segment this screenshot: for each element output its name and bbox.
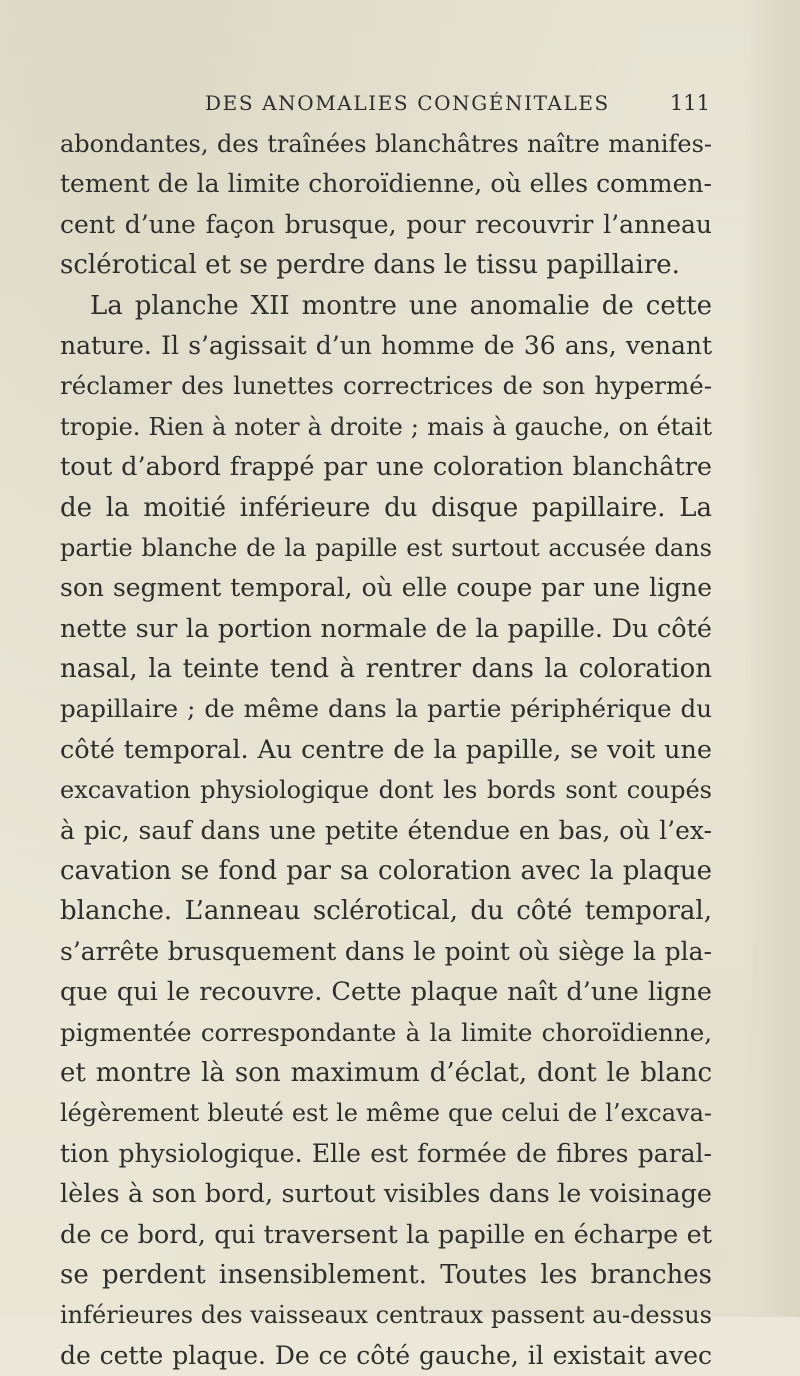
text-line: tropie. Rien à noter à droite ; mais à gauche, on était [60,412,712,441]
text-line: blanche. L’anneau sclérotical, du côté temporal, [60,896,712,927]
text-line: tement de la limite choroïdienne, où elles commen- [60,169,712,199]
text-line: côté temporal. Au centre de la papille, se voit une [60,734,712,765]
text-line: de cette plaque. De ce côté gauche, il existait avec [60,1340,712,1370]
text-line: cent d’une façon brusque, pour recouvrir l’anneau [60,209,712,239]
text-line: s’arrête brusquement dans le point où siège la pla- [60,936,712,966]
text-line: tion physiologique. Elle est formée de fibres paral- [60,1138,712,1168]
text-line: légèrement bleuté est le même que celui de l’excava- [60,1099,712,1128]
text-line: tout d’abord frappé par une coloration blanchâtre [60,452,712,483]
text-line: pigmentée correspondante à la limite choroïdienne, [60,1017,712,1047]
text-line: cavation se fond par sa coloration avec la plaque [60,856,712,887]
text-line: de ce bord, qui traversent la papille en écharpe et [60,1219,712,1250]
text-line: nature. Il s’agissait d’un homme de 36 ans, venant [60,330,712,360]
text-line: et montre là son maximum d’éclat, dont le blanc [60,1057,712,1088]
text-line: se perdent insensiblement. Toutes les branches [60,1259,712,1290]
page-edge-shadow [742,0,800,1317]
body-text [60,124,712,1376]
text-line: papillaire ; de même dans la partie périphérique du [60,694,712,724]
text-line: nette sur la portion normale de la papille. Du côté [60,613,712,644]
text-line: inférieures des vaisseaux centraux passent au-dessus [60,1301,712,1330]
text-line: sclérotical et se perdre dans le tissu papillaire. [60,250,680,281]
text-line: excavation physiologique dont les bords sont coupés [60,776,712,805]
text-line: réclamer des lunettes correctrices de son hypermé- [60,371,712,401]
page-number: 111 [669,91,710,115]
text-line: à pic, sauf dans une petite étendue en bas, où l’ex- [60,815,712,845]
running-header [205,86,710,120]
text-line: nasal, la teinte tend à rentrer dans la coloration [60,654,712,685]
text-line: que qui le recouvre. Cette plaque naît d’une ligne [60,977,712,1008]
running-header-title: DES ANOMALIES CONGÉNITALES [205,91,610,115]
text-line: de la moitié inférieure du disque papillaire. La [60,492,712,523]
text-line: abondantes, des traînées blanchâtres naître manifes- [60,130,712,158]
text-line: lèles à son bord, surtout visibles dans le voisinage [60,1179,712,1210]
text-line: La planche XII montre une anomalie de cette [90,290,712,321]
text-line: son segment temporal, où elle coupe par une ligne [60,573,712,603]
text-line: partie blanche de la papille est surtout accusée dans [60,533,712,562]
